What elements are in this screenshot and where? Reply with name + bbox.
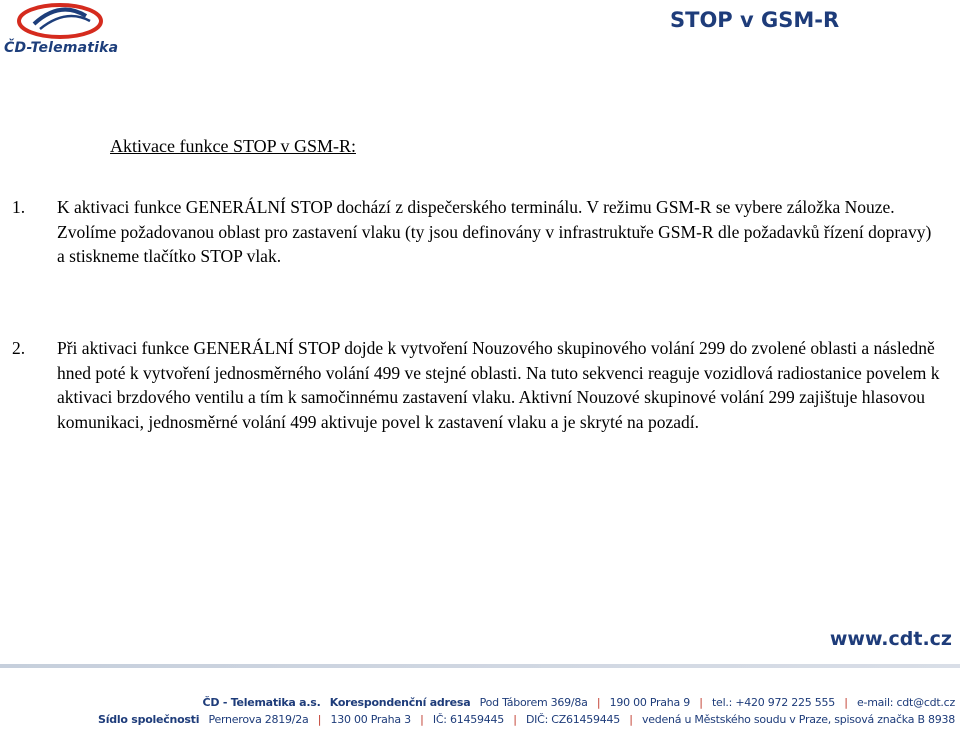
- list-item-number: 2.: [12, 338, 26, 358]
- footer-zip-city: 190 00 Praha 9: [609, 696, 691, 709]
- footer-contact-row: [203, 696, 955, 709]
- footer-address-label: Korespondenční adresa: [329, 696, 471, 709]
- footer-company-name: ČD - Telematika a.s.: [202, 696, 321, 709]
- list-item-text: K aktivaci funkce GENERÁLNÍ STOP dochází z dispečerského terminálu. V režimu GSM-R se vybere záložka Nouze. Zvolíme požadovanou oblast pro zastavení vlaku (ty jsou definovány v infrastruktuře GSM-R dle požadavků řízení dopravy) a stiskneme tlačítko STOP vlak.: [57, 197, 932, 266]
- footer-separator: |: [420, 713, 424, 726]
- footer-separator: |: [596, 696, 601, 709]
- list-item-text: Při aktivaci funkce GENERÁLNÍ STOP dojde k vytvoření Nouzového skupinového volání 299 do zvolené oblasti a následně hned poté k vytvoření jednosměrného volání 499 ve stejné oblasti. Na tuto sekvenci reaguje vozidlová radiostanice povelem k aktivaci brzdového ventilu a tím k samočinnému zastavení vlaku. Aktivní Nouzové skupinové volání 299 zajištuje hlasovou komunikaci, jednosměrné volání 499 aktivuje povel k zastavení vlaku a je skryté na pozadí.: [57, 338, 940, 432]
- footer-seat-label: Sídlo společnosti: [98, 713, 200, 726]
- list-item: [12, 195, 937, 269]
- list-item: [12, 336, 960, 434]
- footer-separator: |: [844, 696, 848, 709]
- footer-seat-zip-city: 130 00 Praha 3: [330, 713, 411, 726]
- company-logo: [4, 2, 119, 60]
- footer-street: Pod Táborem 369/8a: [479, 696, 588, 709]
- page-title: STOP v GSM-R: [670, 8, 840, 32]
- footer-ico: IČ: 61459445: [432, 713, 504, 726]
- list-item-number: 1.: [12, 197, 26, 217]
- footer-registry: vedená u Městského soudu v Praze, spisová značka B 8938: [641, 713, 955, 726]
- website-link[interactable]: www.cdt.cz: [829, 628, 952, 650]
- footer-phone: tel.: +420 972 225 555: [711, 696, 836, 709]
- footer-seat-street: Pernerova 2819/2a: [208, 713, 309, 726]
- footer-separator: |: [317, 713, 322, 726]
- footer-email: e-mail: cdt@cdt.cz: [856, 696, 955, 709]
- footer-separator: |: [699, 696, 703, 709]
- cd-logo-icon: [16, 2, 104, 40]
- footer-registration-row: [98, 713, 955, 726]
- footer-divider: [0, 664, 960, 668]
- footer-separator: |: [513, 713, 517, 726]
- footer-separator: |: [629, 713, 633, 726]
- section-heading: Aktivace funkce STOP v GSM-R:: [110, 136, 356, 156]
- logo-text: ČD-Telematika: [4, 40, 119, 56]
- footer-dic: DIČ: CZ61459445: [525, 713, 620, 726]
